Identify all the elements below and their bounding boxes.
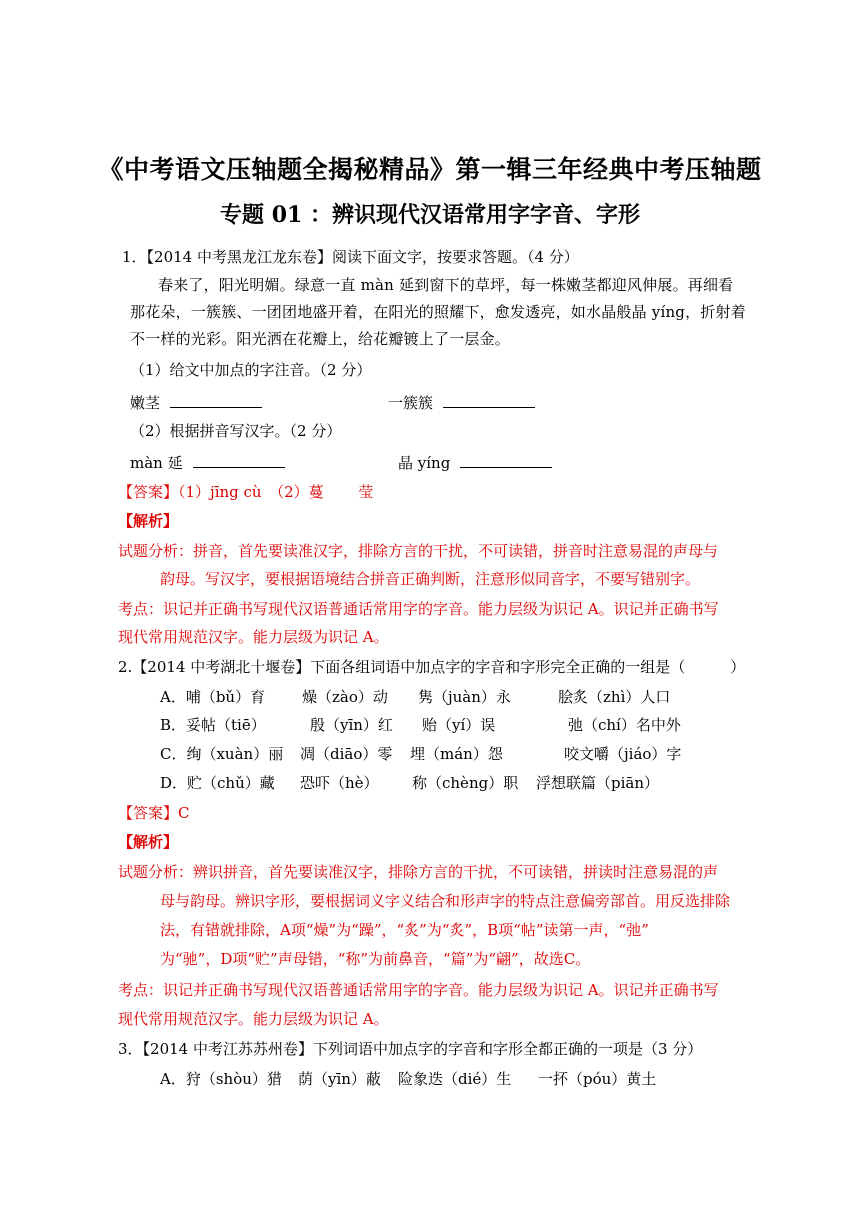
answer-blank[interactable] [443, 393, 535, 408]
q2-option-a-2: 燥（zào）动 [302, 688, 388, 706]
q2-option-a-3: 隽（juàn）永 [418, 688, 511, 706]
q2-analysis-line-1: 试题分析：辨识拼音，首先要读准汉字，排除方言的干扰，不可读错，拼读时注意易混的声 [118, 863, 719, 881]
q2-option-d-3: 称（chèng）职 [412, 774, 519, 792]
q1-blank-2a-label: màn 延 [130, 454, 183, 472]
q2-option-a-4: 脍炙（zhì）人口 [558, 688, 671, 706]
q1-sub1: （1）给文中加点的字注音。（2 分） [130, 361, 372, 379]
q1-kaodian-line-1: 考点：识记并正确书写现代汉语普通话常用字的字音。能力层级为识记 A。识记并正确书写 [118, 600, 719, 618]
document-subtitle: 专题 01 ：辨识现代汉语常用字字音、字形 [220, 202, 640, 228]
answer-blank[interactable] [170, 393, 262, 408]
q2-option-b-1: B．妥帖（tiē） [160, 716, 266, 734]
q2-option-c-4: 咬文嚼（jiáo）字 [564, 745, 682, 763]
document-title: 《中考语文压轴题全揭秘精品》第一辑三年经典中考压轴题 [98, 155, 762, 184]
q1-blank-2a [130, 452, 285, 474]
q1-analysis-label: 【解析】 [118, 512, 179, 530]
q2-option-d-1: D．贮（chǔ）藏 [160, 774, 275, 792]
q1-sub2: （2）根据拼音写汉字。（2 分） [130, 422, 342, 440]
q2-kaodian-line-2: 现代常用规范汉字。能力层级为识记 A。 [118, 1010, 389, 1028]
q2-option-d-2: 恐吓（hè） [300, 774, 379, 792]
q1-blank-2b-label: 晶 yíng [398, 454, 451, 472]
q3-option-a-1: A．狩（shòu）猎 [160, 1070, 282, 1088]
question-1-stem: 1．【2014 中考黑龙江龙东卷】阅读下面文字，按要求答题。（4 分） [122, 248, 579, 266]
q1-analysis-line-2: 韵母。写汉字，要根据语境结合拼音正确判断，注意形似同音字，不要写错别字。 [160, 570, 701, 588]
q2-analysis-line-3: 法，有错就排除，A项“燥”为“躁”，“炙”为“炙”，B项“帖”读第一声，“弛” [160, 921, 649, 939]
q2-answer: 【答案】C [118, 804, 190, 822]
q2-option-b-2: 殷（yīn）红 [310, 716, 393, 734]
q1-blank-1a-label: 嫩茎 [130, 394, 161, 412]
q1-blank-2b [398, 452, 552, 474]
q3-option-a-4: 一抔（póu）黄土 [538, 1070, 657, 1088]
q3-option-a-3: 险象迭（dié）生 [398, 1070, 512, 1088]
q1-blank-1b [388, 392, 535, 414]
q2-option-d-4: 浮想联篇（piān） [536, 774, 660, 792]
question-3-stem: 3．【2014 中考江苏苏州卷】下列词语中加点字的字音和字形全都正确的一项是（3 分） [118, 1040, 703, 1058]
q1-passage-line-2: 那花朵，一簇簇、一团团地盛开着，在阳光的照耀下，愈发透亮，如水晶般晶 yíng，折射着 [130, 303, 746, 321]
q3-option-a-2: 荫（yīn）蔽 [298, 1070, 381, 1088]
q1-answer: 【答案】（1）jīng cù （2）蔓 莹 [118, 483, 374, 501]
answer-blank[interactable] [460, 453, 552, 468]
q2-option-b-4: 弛（chí）名中外 [568, 716, 681, 734]
answer-blank[interactable] [193, 453, 285, 468]
q1-blank-1a [130, 392, 262, 414]
q2-analysis-label: 【解析】 [118, 833, 179, 851]
q1-passage-line-1: 春来了，阳光明媚。绿意一直 màn 延到窗下的草坪，每一株嫩茎都迎风伸展。再细看 [158, 276, 734, 294]
q1-analysis-line-1: 试题分析：拼音，首先要读准汉字，排除方言的干扰，不可读错，拼音时注意易混的声母与 [118, 542, 719, 560]
q2-option-c-3: 埋（mán）怨 [410, 745, 503, 763]
q2-kaodian-line-1: 考点：识记并正确书写现代汉语普通话常用字的字音。能力层级为识记 A。识记并正确书写 [118, 981, 719, 999]
q2-analysis-line-2: 母与韵母。辨识字形，要根据词义字义结合和形声字的特点注意偏旁部首。用反选排除 [160, 892, 731, 910]
q2-option-a-1: A．哺（bǔ）育 [160, 688, 266, 706]
q2-option-c-2: 凋（diāo）零 [300, 745, 393, 763]
q2-option-c-1: C．绚（xuàn）丽 [160, 745, 284, 763]
q1-passage-line-3: 不一样的光彩。阳光洒在花瓣上，给花瓣镀上了一层金。 [130, 330, 511, 348]
q1-kaodian-line-2: 现代常用规范汉字。能力层级为识记 A。 [118, 628, 389, 646]
q2-analysis-line-4: 为“驰”，D项“贮”声母错，“称”为前鼻音，“篇”为“翩”，故选C。 [160, 950, 591, 968]
q1-blank-1b-label: 一簇簇 [388, 394, 434, 412]
question-2-stem: 2.【2014 中考湖北十堰卷】下面各组词语中加点字的字音和字形完全正确的一组是（ ） [118, 658, 746, 676]
q2-option-b-3: 贻（yí）误 [422, 716, 496, 734]
